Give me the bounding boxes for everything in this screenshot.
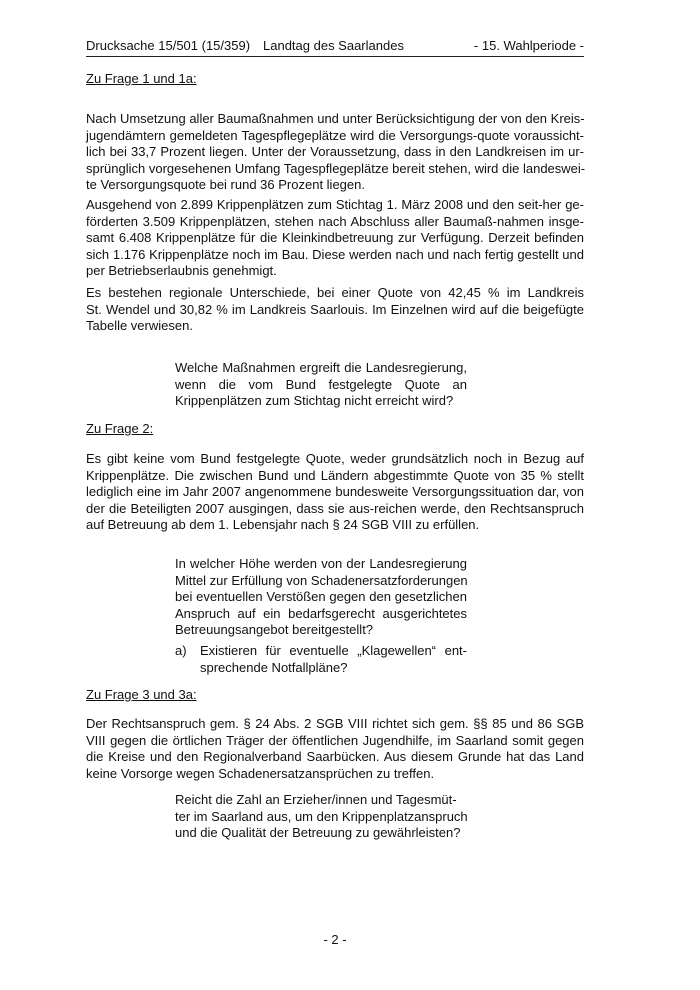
paragraph-line: die Kreise und den Regionalverband Saarbücken. Aus diesem Grunde hat das Land	[86, 749, 584, 765]
paragraph-line: keine Vorsorge wegen Schadenersatzansprüchen zu treffen.	[86, 765, 435, 781]
paragraph-line: jugendämtern gemeldeten Tagespflegeplätze wird die Versorgungs-quote voraussicht-	[86, 127, 584, 143]
question-line: Betreuungsangebot bereitgestellt?	[175, 622, 374, 638]
paragraph-line: sich 1.176 Krippenplätze noch im Bau. Diese werden nach und nach fertig gestellt und	[86, 246, 584, 262]
page-header	[86, 38, 584, 57]
paragraph-4	[86, 451, 584, 534]
question-3a-marker: a)	[175, 643, 187, 658]
question-3	[175, 556, 467, 639]
paragraph-line: Nach Umsetzung aller Baumaßnahmen und unter Berücksichtigung der von den Kreis-	[86, 111, 585, 126]
paragraph-line: Ausgehend von 2.899 Krippenplätzen zum Stichtag 1. März 2008 und den seit-her ge-	[86, 197, 584, 212]
section-heading-3: Zu Frage 3 und 3a:	[86, 687, 197, 702]
question-line: Existieren für eventuelle „Klagewellen“ ent-	[200, 643, 467, 658]
question-line: Anspruch auf ein bedarfsgerecht ausgerichtetes	[175, 605, 467, 621]
paragraph-line: Es gibt keine vom Bund festgelegte Quote, weder grundsätzlich noch in Bezug auf	[86, 451, 584, 466]
question-line: sprechende Notfallpläne?	[200, 659, 348, 675]
paragraph-line: samt 6.408 Krippenplätze für die Kleinkindbetreuung zur Verfügung. Derzeit befinden	[86, 230, 584, 246]
paragraph-line: Tabelle verwiesen.	[86, 318, 193, 334]
paragraph-line: lediglich eine im Jahr 2007 angenommene bundesweite Versorgungssituation dar, von	[86, 484, 584, 500]
paragraph-line: te Versorgungsquote bei rund 36 Prozent liegen.	[86, 177, 365, 193]
question-line: Reicht die Zahl an Erzieher/innen und Tagesmüt-	[175, 792, 457, 807]
question-line: ter im Saarland aus, um den Krippenplatzanspruch	[175, 808, 468, 824]
page-number: - 2 -	[323, 932, 347, 947]
question-line: Mittel zur Erfüllung von Schadenersatzforderungen	[175, 572, 468, 588]
paragraph-line: St. Wendel und 30,82 % im Landkreis Saarlouis. Im Einzelnen wird auf die beigefügte	[86, 301, 584, 317]
header-document-number: Drucksache 15/501 (15/359)	[86, 38, 251, 53]
paragraph-line: lich bei 33,7 Prozent liegen. Unter der Voraussetzung, dass in den Landkreisen im ur-	[86, 144, 584, 160]
section-heading-2: Zu Frage 2:	[86, 421, 154, 436]
question-line: Welche Maßnahmen ergreift die Landesregierung,	[175, 360, 467, 375]
header-legislative-period: - 15. Wahlperiode -	[473, 38, 584, 53]
question-4	[175, 792, 467, 842]
question-3a-text	[200, 643, 467, 676]
section-heading-1: Zu Frage 1 und 1a:	[86, 71, 197, 86]
paragraph-line: sprünglich vorgesehenen Umfang Tagespflegeplätze bereit stehen, wird die landeswei-	[86, 160, 586, 176]
paragraph-5	[86, 716, 584, 782]
paragraph-1	[86, 111, 584, 194]
question-line: und die Qualität der Betreuung zu gewährleisten?	[175, 825, 461, 841]
paragraph-line: Krippenplätze. Die zwischen Bund und Ländern abgestimmte Quote von 35 % stellt	[86, 467, 584, 483]
question-2	[175, 360, 467, 410]
paragraph-line: der die Beteiligten 2007 ausgingen, dass sie aus-reichen werde, den Rechtsanspruch	[86, 500, 584, 516]
paragraph-line: förderten 3.509 Krippenplätzen, stehen nach Abschluss aller Baumaß-nahmen insge-	[86, 213, 584, 229]
question-line: bei eventuellen Verstößen gegen den gesetzlichen	[175, 589, 467, 605]
paragraph-line: VIII gegen die örtlichen Träger der öffentlichen Jugendhilfe, im Saarland somit gegen	[86, 732, 584, 748]
question-line: In welcher Höhe werden von der Landesregierung	[175, 556, 467, 571]
paragraph-2	[86, 197, 584, 280]
header-parliament-name: Landtag des Saarlandes	[263, 38, 404, 53]
paragraph-line: Der Rechtsanspruch gem. § 24 Abs. 2 SGB VIII richtet sich gem. §§ 85 und 86 SGB	[86, 716, 584, 731]
paragraph-3	[86, 285, 584, 335]
question-line: Krippenplätzen zum Stichtag nicht erreicht wird?	[175, 393, 454, 409]
question-line: wenn die vom Bund festgelegte Quote an	[175, 376, 467, 392]
paragraph-line: per Betriebserlaubnis genehmigt.	[86, 263, 277, 279]
paragraph-line: Es bestehen regionale Unterschiede, bei einer Quote von 42,45 % im Landkreis	[86, 285, 584, 300]
paragraph-line: auf Betreuung ab dem 1. Lebensjahr nach § 24 SGB VIII zu erfüllen.	[86, 517, 480, 533]
